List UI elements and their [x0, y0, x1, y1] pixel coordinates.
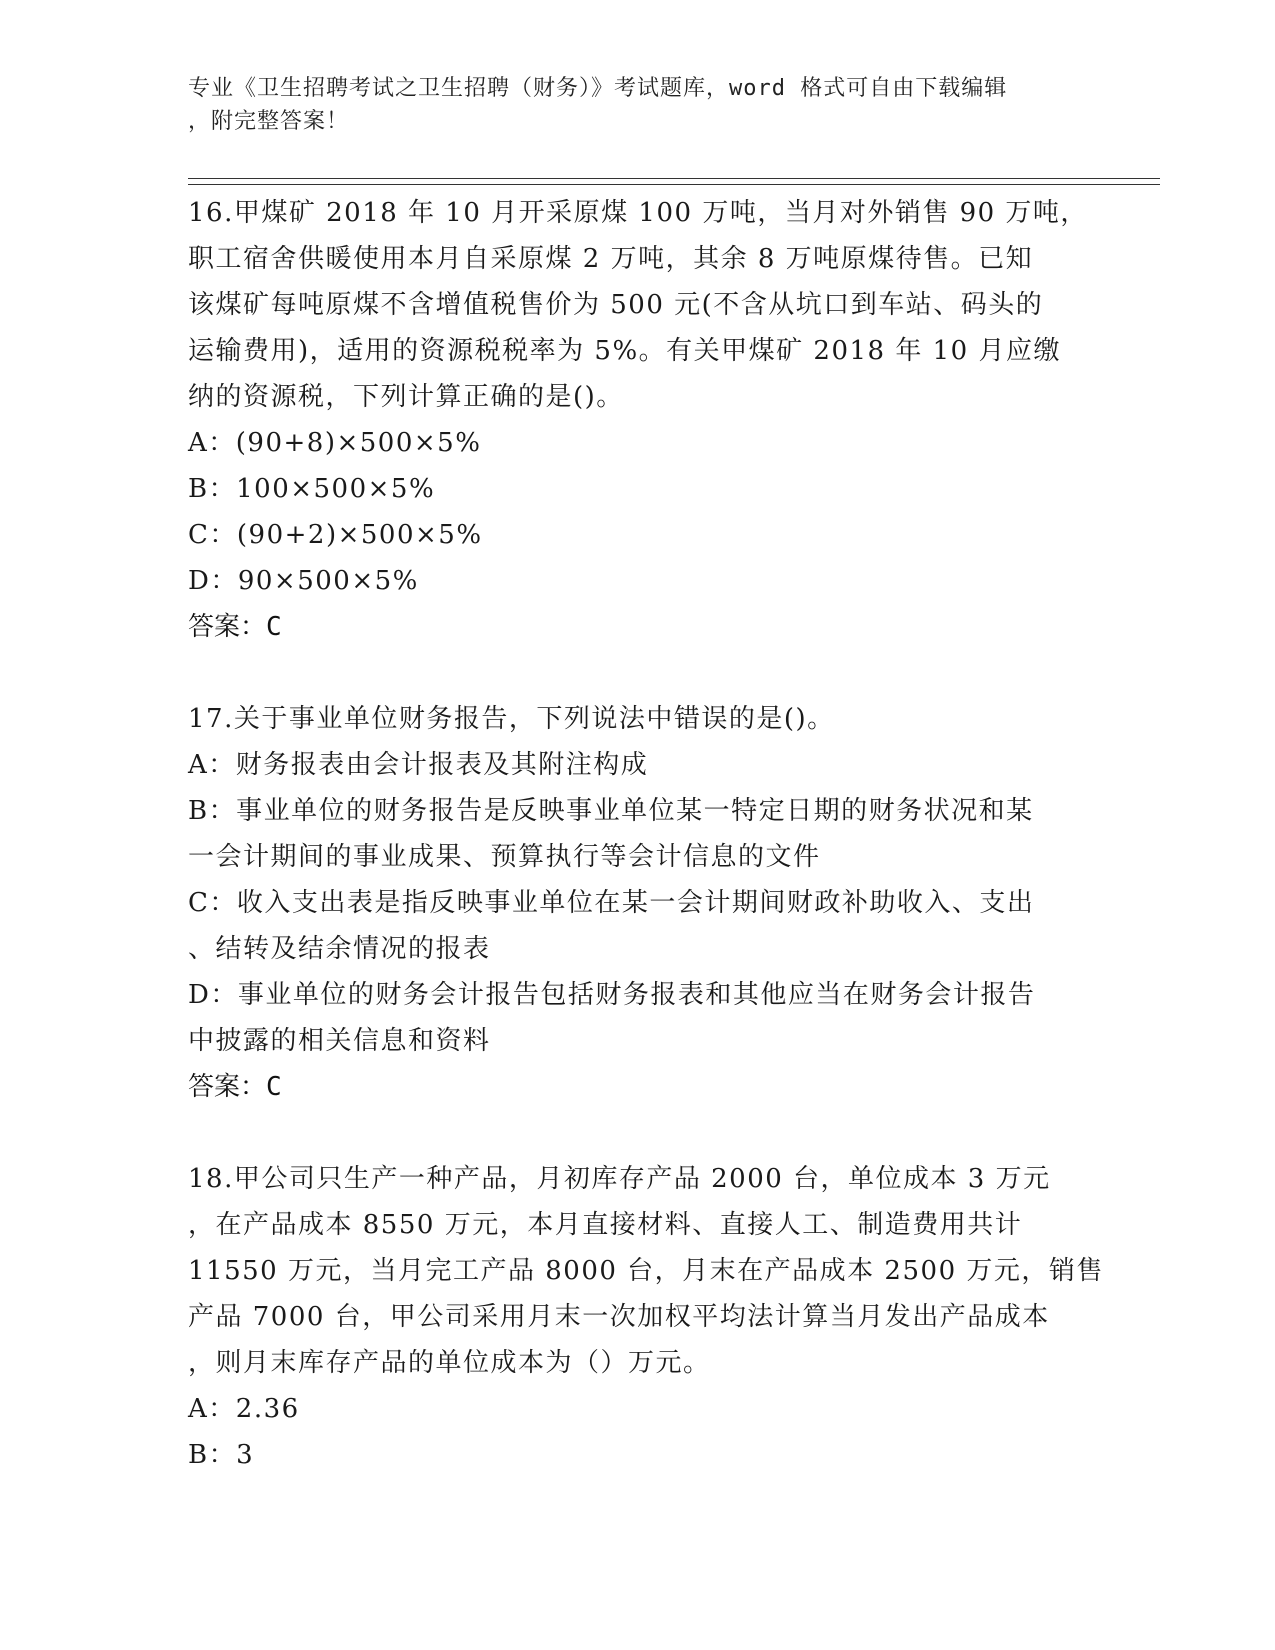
answer-option: [188, 880, 1088, 972]
spacer: [188, 650, 1088, 696]
answer-option: [188, 1432, 1088, 1478]
answer-key: 答案：C: [188, 612, 282, 642]
question-text-line: ，在产品成本 8550 万元，本月直接材料、直接人工、制造费用共计: [188, 1210, 1023, 1240]
answer-option: [188, 788, 1088, 880]
question-list: [188, 190, 1104, 1478]
answer-option: [188, 558, 1088, 604]
question-text-line: 17.关于事业单位财务报告，下列说法中错误的是()。: [188, 704, 835, 734]
header-line-1: 专业《卫生招聘考试之卫生招聘（财务）》考试题库，word 格式可自由下载编辑: [188, 76, 1008, 101]
answer-option-line: A：2.36: [188, 1394, 300, 1424]
answer-option-line: D：90×500×5%: [188, 566, 419, 596]
question-text-line: 运输费用)，适用的资源税税率为 5%。有关甲煤矿 2018 年 10 月应缴: [188, 336, 1061, 366]
question-block: [188, 696, 1088, 1156]
answer-option-line: D：事业单位的财务会计报告包括财务报表和其他应当在财务会计报告: [188, 980, 1036, 1010]
answer-option-line: A：(90+8)×500×5%: [188, 428, 482, 458]
question-text-line: 该煤矿每吨原煤不含增值税售价为 500 元(不含从坑口到车站、码头的: [188, 290, 1044, 320]
answer-option: [188, 972, 1088, 1064]
answer-option: [188, 512, 1088, 558]
answer-option-line: B：事业单位的财务报告是反映事业单位某一特定日期的财务状况和某: [188, 796, 1034, 826]
header-divider-top: [188, 178, 1160, 179]
question-text-line: 11550 万元，当月完工产品 8000 台，月末在产品成本 2500 万元，销售: [188, 1256, 1104, 1286]
question-text-line: 职工宿舍供暖使用本月自采原煤 2 万吨，其余 8 万吨原煤待售。已知: [188, 244, 1034, 274]
spacer: [188, 1110, 1088, 1156]
answer-option-line: B：100×500×5%: [188, 474, 436, 504]
answer-option: [188, 742, 1088, 788]
header-line-2: ，附完整答案！: [188, 109, 350, 134]
answer-option-line: C：收入支出表是指反映事业单位在某一会计期间财政补助收入、支出: [188, 888, 1035, 918]
answer-option-line: 中披露的相关信息和资料: [188, 1026, 491, 1056]
answer-option-line: A：财务报表由会计报表及其附注构成: [188, 750, 649, 780]
answer-option: [188, 420, 1088, 466]
question-text-line: 纳的资源税，下列计算正确的是()。: [188, 382, 624, 412]
answer-option: [188, 466, 1088, 512]
answer-option-line: B：3: [188, 1440, 255, 1470]
document-header: [188, 72, 1088, 138]
answer-option-line: 一会计期间的事业成果、预算执行等会计信息的文件: [188, 842, 821, 872]
question-text-line: 18.甲公司只生产一种产品，月初库存产品 2000 台，单位成本 3 万元: [188, 1164, 1051, 1194]
answer-option-line: 、结转及结余情况的报表: [188, 934, 491, 964]
question-text-line: 16.甲煤矿 2018 年 10 月开采原煤 100 万吨，当月对外销售 90 万吨，: [188, 198, 1088, 228]
question-block: [188, 1156, 1104, 1478]
answer-option-line: C：(90+2)×500×5%: [188, 520, 483, 550]
question-block: [188, 190, 1088, 696]
answer-option: [188, 1386, 1088, 1432]
question-text-line: 产品 7000 台，甲公司采用月末一次加权平均法计算当月发出产品成本: [188, 1302, 1050, 1332]
question-text-line: ，则月末库存产品的单位成本为（）万元。: [188, 1348, 711, 1378]
answer-key: 答案：C: [188, 1072, 282, 1102]
header-divider-bottom: [188, 184, 1160, 185]
